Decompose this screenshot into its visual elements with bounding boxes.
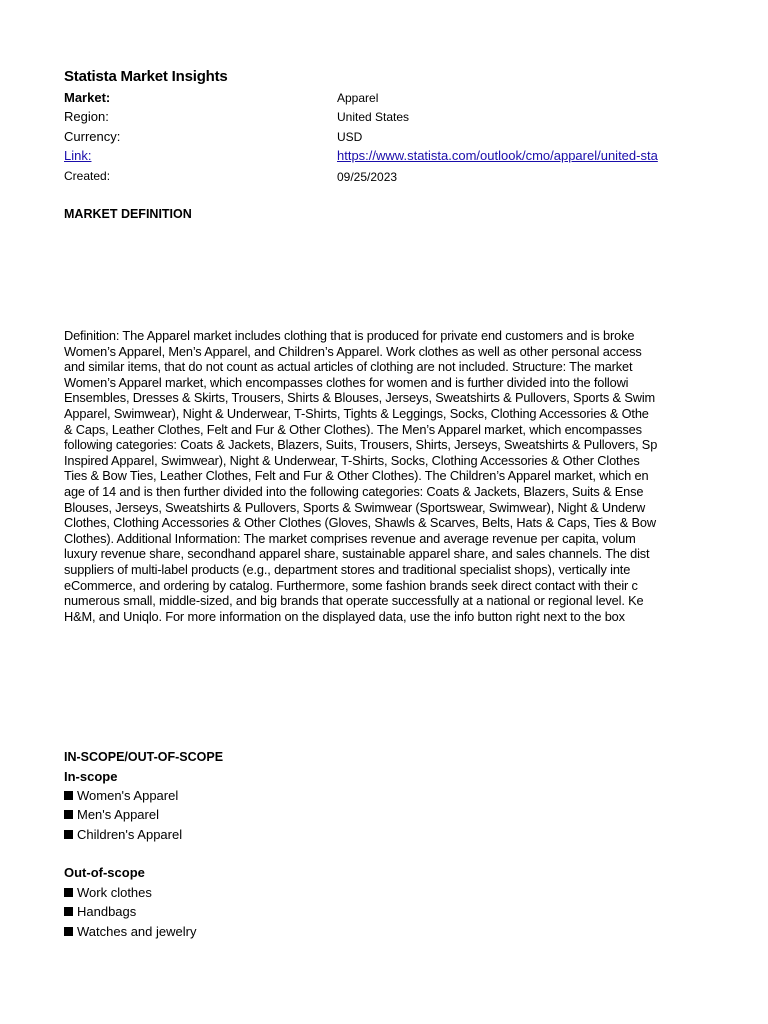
- definition-line: Clothes, Clothing Accessories & Other Clothes (Gloves, Shawls & Scarves, Belts, Hats & Caps, Ties & Bow: [64, 515, 656, 531]
- bullet-icon: [64, 791, 73, 800]
- in-scope-item-label: Women's Apparel: [77, 788, 179, 803]
- out-of-scope-item: [64, 885, 152, 900]
- out-of-scope-item-label: Handbags: [77, 904, 137, 919]
- meta-value-currency: USD: [337, 130, 363, 144]
- meta-row-region: [64, 109, 698, 128]
- meta-label-currency: Currency:: [64, 129, 121, 144]
- in-scope-label: In-scope: [64, 769, 118, 784]
- bullet-icon: [64, 888, 73, 897]
- out-of-scope-item: [64, 924, 196, 939]
- definition-line: Clothes). Additional Information: The market comprises revenue and average revenue per capita, volum: [64, 530, 636, 546]
- market-definition-heading: MARKET DEFINITION: [64, 207, 192, 221]
- scope-heading: IN-SCOPE/OUT-OF-SCOPE: [64, 750, 224, 764]
- definition-line: Ensembles, Dresses & Skirts, Trousers, Shirts & Blouses, Jerseys, Sweatshirts & Pullovers, Sports & Swim: [64, 390, 656, 406]
- definition-line: and similar items, that do not count as actual articles of clothing are not included. Structure: The market: [64, 359, 633, 375]
- meta-label-region: Region:: [64, 109, 109, 124]
- definition-line: Inspired Apparel, Swimwear), Night & Underwear, T-Shirts, Socks, Clothing Accessories & Other Clothes: [64, 452, 640, 468]
- in-scope-item: [64, 807, 159, 822]
- definition-line: Women’s Apparel market, which encompasses clothes for women and is further divided into the followi: [64, 374, 629, 390]
- definition-line: & Caps, Leather Clothes, Felt and Fur & Other Clothes). The Men’s Apparel market, which encompasses: [64, 421, 642, 437]
- in-scope-item-label: Children's Apparel: [77, 827, 183, 842]
- meta-value-market: Apparel: [337, 91, 379, 105]
- bullet-icon: [64, 810, 73, 819]
- statista-link[interactable]: https://www.statista.com/outlook/cmo/apparel/united-sta: [337, 148, 658, 163]
- definition-line: age of 14 and is then further divided into the following categories: Coats & Jackets, Blazers, Suits & Ense: [64, 483, 644, 499]
- out-of-scope-item-label: Work clothes: [77, 885, 152, 900]
- in-scope-item: [64, 788, 178, 803]
- meta-row-link: [64, 148, 698, 167]
- out-of-scope-item-label: Watches and jewelry: [77, 924, 197, 939]
- definition-line: suppliers of multi-label products (e.g., department stores and traditional specialist shops), vertically inte: [64, 561, 631, 577]
- page-title: Statista Market Insights: [64, 68, 228, 85]
- bullet-icon: [64, 907, 73, 916]
- definition-line: Women’s Apparel, Men’s Apparel, and Children’s Apparel. Work clothes as well as other personal access: [64, 343, 642, 359]
- meta-label-link[interactable]: Link:: [64, 148, 92, 163]
- definition-line: Blouses, Jerseys, Sweatshirts & Pullovers, Sports & Swimwear (Sportswear, Swimwear), Night & Underw: [64, 499, 646, 515]
- definition-line: Ties & Bow Ties, Leather Clothes, Felt and Fur & Other Clothes). The Children’s Apparel market, which en: [64, 468, 649, 484]
- bullet-icon: [64, 927, 73, 936]
- bullet-icon: [64, 830, 73, 839]
- out-of-scope-label: Out-of-scope: [64, 865, 145, 880]
- in-scope-item-label: Men's Apparel: [77, 807, 159, 822]
- meta-row-market: [64, 90, 698, 109]
- definition-line: numerous small, middle-sized, and big brands that operate successfully at a national or regional level. Ke: [64, 593, 644, 609]
- meta-label-market: Market:: [64, 90, 111, 105]
- definition-line: following categories: Coats & Jackets, Blazers, Suits, Trousers, Shirts, Jerseys, Sweatshirts & Pullovers, Sp: [64, 437, 658, 453]
- meta-row-created: [64, 169, 698, 188]
- definition-line: Definition: The Apparel market includes clothing that is produced for private end customers and is broke: [64, 328, 635, 343]
- definition-line: eCommerce, and ordering by catalog. Furthermore, some fashion brands seek direct contact with their c: [64, 577, 638, 593]
- meta-value-region: United States: [337, 110, 410, 124]
- meta-value-created: 09/25/2023: [337, 170, 398, 184]
- definition-line: luxury revenue share, secondhand apparel share, sustainable apparel share, and sales channels. The dist: [64, 546, 650, 562]
- out-of-scope-item: [64, 904, 136, 919]
- meta-row-currency: [64, 129, 698, 148]
- meta-label-created: Created:: [64, 169, 111, 183]
- definition-line: Apparel, Swimwear), Night & Underwear, T-Shirts, Tights & Leggings, Socks, Clothing Accessories & Othe: [64, 405, 649, 421]
- definition-line: H&M, and Uniqlo. For more information on the displayed data, use the info button right next to the box: [64, 608, 625, 624]
- in-scope-item: [64, 827, 182, 842]
- market-definition-text: [64, 328, 698, 624]
